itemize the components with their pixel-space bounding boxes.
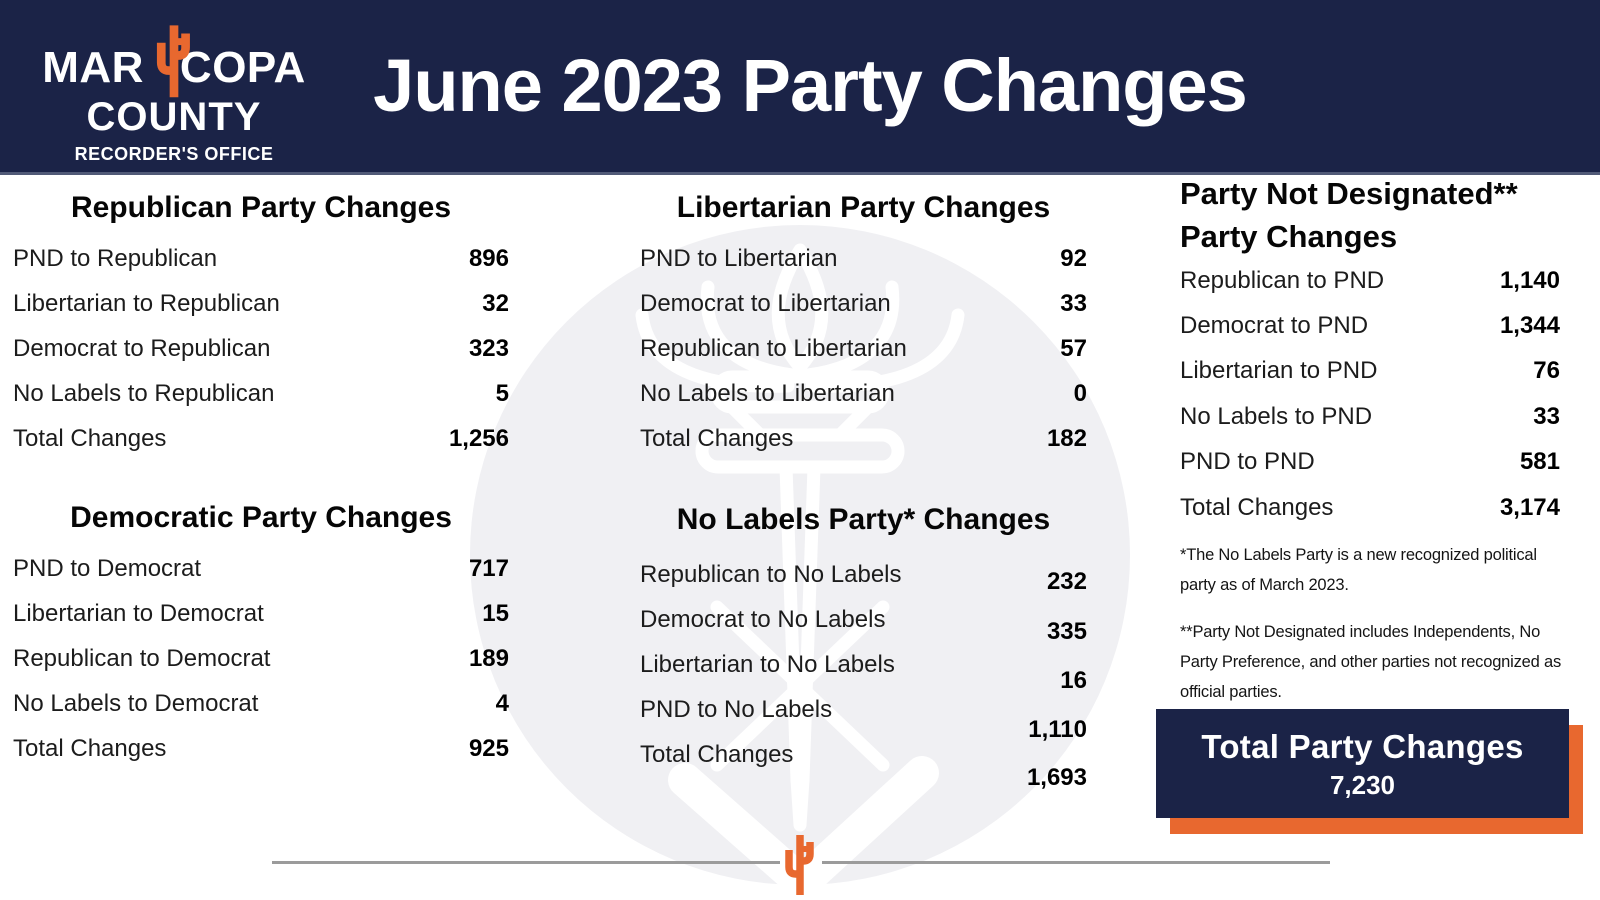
table-rows	[640, 552, 1087, 791]
change-value: 76	[1533, 357, 1560, 385]
table-heading-line1: Party Not Designated**	[1180, 176, 1518, 211]
change-value: 323	[468, 334, 509, 362]
change-label: No Labels to Democrat	[13, 689, 259, 717]
change-value: 581	[1519, 448, 1560, 476]
table-row	[13, 281, 509, 326]
change-value: 1,110	[1028, 715, 1087, 743]
table-rows	[13, 546, 509, 771]
change-label: PND to No Labels	[640, 695, 833, 723]
table-rows	[1180, 258, 1560, 530]
logo-text-left: MAR	[42, 43, 144, 92]
change-label: Republican to Libertarian	[640, 334, 907, 362]
table-row	[1180, 394, 1560, 439]
table-row	[1180, 349, 1560, 394]
table-row	[13, 636, 509, 681]
change-value: 896	[468, 244, 509, 272]
change-value: 925	[468, 734, 509, 762]
change-value: 32	[482, 289, 509, 317]
change-value: 57	[1060, 334, 1087, 362]
table-row	[13, 681, 509, 726]
change-label: No Labels to PND	[1180, 402, 1373, 430]
change-value: 1,693	[1026, 763, 1087, 791]
change-label: Republican to PND	[1180, 266, 1385, 294]
change-label: PND to Libertarian	[640, 244, 838, 272]
change-label: Total Changes	[640, 740, 794, 768]
change-label: Libertarian to PND	[1180, 357, 1378, 385]
table-row-total	[1180, 485, 1560, 530]
change-value: 335	[1046, 617, 1087, 645]
table-row	[1180, 440, 1560, 485]
table-row-total	[13, 726, 509, 771]
change-value: 1,344	[1499, 312, 1560, 340]
change-label: No Labels to Republican	[13, 379, 275, 407]
republican-changes-table	[13, 186, 509, 461]
table-row	[640, 552, 1087, 597]
table-heading: No Labels Party* Changes	[676, 503, 1051, 536]
table-row	[640, 326, 1087, 371]
change-label: Democrat to Libertarian	[640, 289, 891, 317]
change-value: 16	[1060, 666, 1087, 694]
table-row	[13, 546, 509, 591]
change-value: 5	[495, 379, 509, 407]
table-row	[1180, 258, 1560, 303]
change-label: Total Changes	[13, 424, 167, 452]
change-value: 92	[1060, 244, 1087, 272]
total-party-changes-value: 7,230	[1329, 770, 1396, 800]
change-value: 1,140	[1499, 266, 1560, 294]
change-value: 33	[1060, 289, 1087, 317]
table-row	[640, 687, 1087, 743]
change-label: Democrat to PND	[1180, 312, 1369, 340]
change-value: 4	[495, 689, 509, 717]
change-label: Republican to Democrat	[13, 644, 271, 672]
table-row	[13, 236, 509, 281]
change-label: Total Changes	[1180, 493, 1334, 521]
footer-divider-right	[822, 861, 1330, 864]
table-rows	[640, 236, 1087, 461]
change-label: Total Changes	[13, 734, 167, 762]
change-label: PND to PND	[1180, 448, 1315, 476]
footnote-no-labels: *The No Labels Party is a new recognized political party as of March 2023.	[1180, 546, 1537, 594]
change-value: 15	[482, 599, 509, 627]
table-row	[640, 642, 1087, 694]
change-label: Democrat to No Labels	[640, 605, 886, 633]
table-row	[640, 597, 1087, 645]
change-label: PND to Democrat	[13, 554, 202, 582]
no-labels-changes-table	[640, 498, 1087, 791]
table-heading: Libertarian Party Changes	[676, 191, 1051, 224]
change-value: 33	[1533, 402, 1560, 430]
libertarian-changes-table	[640, 186, 1087, 461]
change-label: Total Changes	[640, 424, 794, 452]
table-rows	[13, 236, 509, 461]
change-label: Democrat to Republican	[13, 334, 271, 362]
table-row	[640, 281, 1087, 326]
change-value: 189	[468, 644, 509, 672]
change-label: PND to Republican	[13, 244, 218, 272]
total-party-changes-label: Total Party Changes	[1201, 728, 1524, 765]
table-row-total	[13, 416, 509, 461]
change-label: No Labels to Libertarian	[640, 379, 895, 407]
logo-recorders-office-label: RECORDER'S OFFICE	[74, 144, 274, 164]
change-value: 232	[1046, 567, 1087, 595]
page-title: June 2023 Party Changes	[373, 44, 1247, 127]
table-row	[13, 591, 509, 636]
logo-wordmark	[42, 43, 306, 92]
footnotes	[1180, 540, 1564, 724]
logo-text-right: COPA	[179, 43, 306, 92]
header-bar	[0, 0, 1600, 175]
table-row	[640, 236, 1087, 281]
change-value: 182	[1046, 424, 1087, 452]
cactus-icon	[152, 18, 196, 100]
table-heading-line2: Party Changes	[1180, 219, 1398, 254]
change-value: 1,256	[448, 424, 509, 452]
change-label: Republican to No Labels	[640, 560, 902, 588]
change-value: 0	[1073, 379, 1087, 407]
change-label: Libertarian to No Labels	[640, 650, 895, 678]
table-row	[1180, 303, 1560, 348]
change-value: 3,174	[1499, 493, 1560, 521]
change-value: 717	[468, 554, 509, 582]
total-party-changes-box	[1156, 709, 1569, 818]
table-row-total	[640, 416, 1087, 461]
table-row	[640, 371, 1087, 416]
table-heading: Republican Party Changes	[70, 191, 452, 224]
footnote-pnd: **Party Not Designated includes Independents, No Party Preference, and other parties not recognized as official parties.	[1180, 623, 1562, 701]
cactus-icon	[781, 831, 819, 897]
logo-county-label: COUNTY	[86, 95, 262, 139]
table-row-total	[640, 732, 1087, 791]
change-label: Libertarian to Republican	[13, 289, 280, 317]
democratic-changes-table	[13, 496, 509, 771]
pnd-changes-table	[1180, 172, 1560, 530]
footer-divider-left	[272, 861, 780, 864]
maricopa-county-logo	[42, 43, 306, 164]
table-row	[13, 326, 509, 371]
table-row	[13, 371, 509, 416]
table-heading: Democratic Party Changes	[70, 501, 452, 534]
change-label: Libertarian to Democrat	[13, 599, 264, 627]
